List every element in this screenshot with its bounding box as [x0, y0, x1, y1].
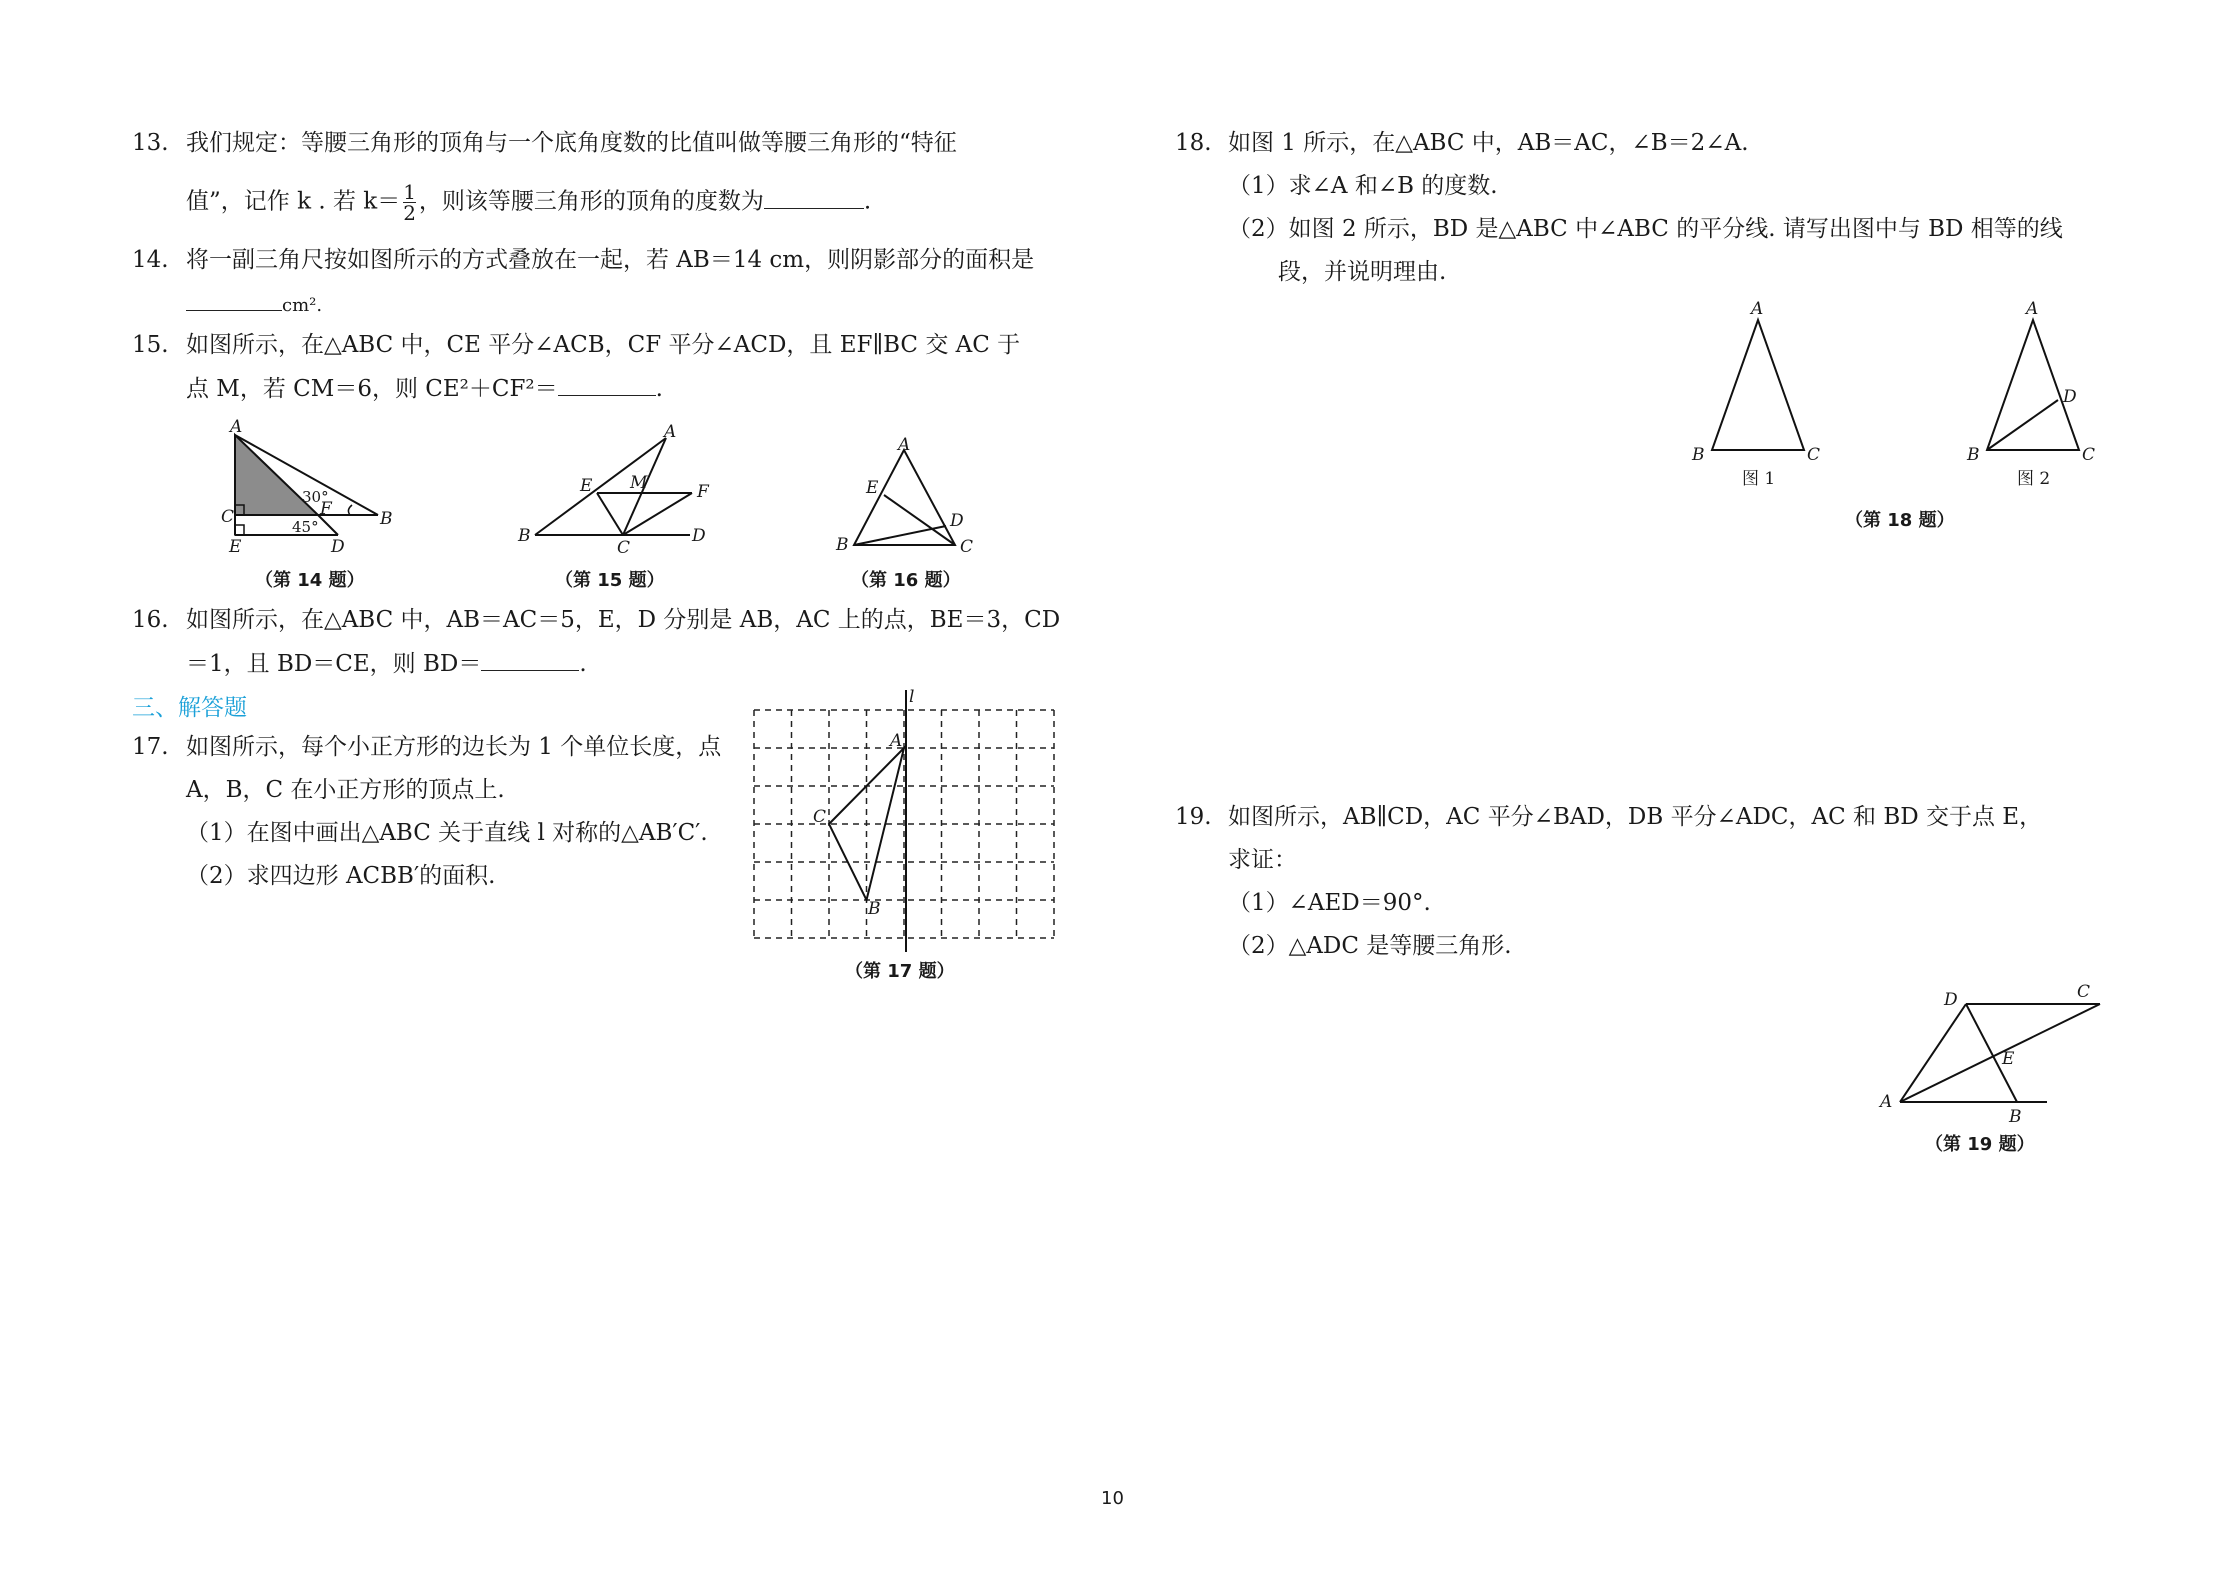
- fig17-label-A: A: [890, 731, 903, 751]
- fig17-label-l: l: [909, 687, 915, 707]
- q19-part1: （1）∠AED＝90°.: [1228, 890, 1431, 916]
- q15-line2a: 点 M，若 CM＝6，则 CE²＋CF²＝: [186, 376, 558, 402]
- q14-line2: [186, 288, 322, 321]
- q13-line1: 我们规定：等腰三角形的顶角与一个底角度数的比值叫做等腰三角形的“特征: [186, 130, 957, 156]
- fig14-label-C: C: [221, 507, 235, 527]
- q15-line2b: .: [655, 376, 663, 402]
- q18-part2b: 段，并说明理由.: [1278, 259, 1447, 285]
- fig18-fig1-label-A: A: [1751, 299, 1764, 319]
- fig19-label-B: B: [2009, 1107, 2022, 1127]
- q13-answer-blank[interactable]: [764, 186, 864, 209]
- q16-line2a: ＝1，且 BD＝CE，则 BD＝: [186, 651, 482, 677]
- fig16-label-C: C: [960, 537, 974, 557]
- q16-line1: 如图所示，在△ABC 中，AB＝AC＝5，E，D 分别是 AB，AC 上的点，BE＝3，CD: [186, 607, 1061, 633]
- q19-line1: 如图所示，AB∥CD，AC 平分∠BAD，DB 平分∠ADC，AC 和 BD 交于点 E，: [1228, 804, 2043, 830]
- fig19-label-C: C: [2077, 982, 2091, 1002]
- fig16-label-E: E: [866, 478, 879, 498]
- fig17-label-C: C: [813, 807, 827, 827]
- fig14-label-B: B: [380, 509, 393, 529]
- fig14-label-F: F: [320, 499, 332, 519]
- fig18-fig1-name: 图 1: [1742, 469, 1776, 489]
- q14-unit: cm².: [282, 295, 323, 316]
- fig15-label-C: C: [617, 538, 631, 558]
- q13-line2b: ，则该等腰三角形的顶角的度数为: [418, 188, 764, 215]
- fig18-fig2-label-A: A: [2026, 299, 2039, 319]
- figure-16: [830, 430, 974, 557]
- fig19-label-A: A: [1880, 1092, 1893, 1112]
- fig19-label-E: E: [2002, 1049, 2015, 1069]
- q13-fraction: [403, 182, 416, 223]
- fig19-caption: （第 19 题）: [1925, 1134, 2035, 1155]
- figure-19: [1870, 980, 2110, 1127]
- q18-line1: 如图 1 所示，在△ABC 中，AB＝AC，∠B＝2∠A.: [1228, 130, 1749, 156]
- fig15-line-CE: [597, 493, 623, 535]
- fig18-fig2-name: 图 2: [2017, 469, 2051, 489]
- fig15-label-M: M: [630, 473, 648, 493]
- fig18-fig2-label-D: D: [2063, 387, 2077, 407]
- q19-line2: 求证：: [1228, 847, 1297, 873]
- fig18-fig1-label-C: C: [1807, 445, 1821, 465]
- q13-frac-den: 2: [403, 201, 416, 225]
- q15-number: 15.: [132, 332, 169, 358]
- fig18-fig2-label-C: C: [2082, 445, 2096, 465]
- page-number: 10: [1101, 1488, 1124, 1509]
- q16-line2: [186, 648, 587, 679]
- q17-part1: （1）在图中画出△ABC 关于直线 l 对称的△AB′C′.: [186, 820, 708, 846]
- fig19-label-D: D: [1944, 990, 1958, 1010]
- fig14-label-D: D: [331, 537, 345, 557]
- fig15-label-A: A: [664, 422, 677, 442]
- fig15-label-B: B: [518, 526, 531, 546]
- fig18-caption: （第 18 题）: [1845, 510, 1955, 531]
- q17-line1: 如图所示，每个小正方形的边长为 1 个单位长度，点: [186, 734, 722, 760]
- fig17-caption: （第 17 题）: [845, 961, 955, 982]
- fig14-angle-45: 45°: [292, 518, 319, 536]
- fig16-label-A: A: [898, 435, 911, 455]
- figure-15: [515, 422, 715, 558]
- fig18-fig1-label-B: B: [1692, 445, 1705, 465]
- figure-17: [748, 685, 1058, 945]
- fig15-label-E: E: [580, 476, 593, 496]
- fig15-label-D: D: [692, 526, 706, 546]
- q15-line2: [186, 373, 663, 404]
- q14-answer-blank[interactable]: [186, 288, 282, 311]
- q16-answer-blank[interactable]: [481, 648, 579, 671]
- fig14-caption: （第 14 题）: [255, 570, 365, 591]
- q13-line2a: 值”，记作 k . 若 k＝: [186, 188, 401, 215]
- fig19-line-AC: [1900, 1004, 2100, 1102]
- q17-line2: A，B，C 在小正方形的顶点上.: [186, 777, 505, 803]
- figure-14: [215, 417, 393, 557]
- q16-number: 16.: [132, 607, 169, 633]
- q13-number: 13.: [132, 130, 169, 156]
- fig14-label-E: E: [229, 537, 242, 557]
- q17-part2: （2）求四边形 ACBB′的面积.: [186, 863, 496, 889]
- q13-frac-num: 1: [403, 180, 416, 204]
- fig19-line-AD: [1900, 1004, 1966, 1102]
- fig18-fig2-triangle: [1987, 320, 2079, 450]
- q18-number: 18.: [1175, 130, 1212, 156]
- q18-part1: （1）求∠A 和∠B 的度数.: [1228, 173, 1498, 199]
- fig18-fig2-label-B: B: [1967, 445, 1980, 465]
- fig16-label-D: D: [950, 511, 964, 531]
- fig18-fig2-line-BD: [1987, 400, 2058, 450]
- q14-line1: 将一副三角尺按如图所示的方式叠放在一起，若 AB＝14 cm，则阴影部分的面积是: [186, 247, 1035, 273]
- q19-part2: （2）△ADC 是等腰三角形.: [1228, 933, 1512, 959]
- fig14-right-angle-E: [235, 525, 244, 535]
- q15-answer-blank[interactable]: [558, 373, 656, 396]
- q13-line2c: .: [863, 188, 872, 215]
- q17-number: 17.: [132, 734, 169, 760]
- figure-18: [1680, 295, 2096, 495]
- fig17-grid: [754, 710, 1054, 938]
- q14-number: 14.: [132, 247, 169, 273]
- fig14-angle-30: 30°: [302, 488, 329, 506]
- fig15-caption: （第 15 题）: [555, 570, 665, 591]
- fig14-angle-arc: [348, 505, 352, 515]
- section-3-heading: 三、解答题: [132, 695, 247, 721]
- q16-line2b: .: [579, 651, 587, 677]
- fig14-label-A: A: [230, 417, 243, 437]
- q19-number: 19.: [1175, 804, 1212, 830]
- q15-line1: 如图所示，在△ABC 中，CE 平分∠ACB，CF 平分∠ACD，且 EF∥BC 交 AC 于: [186, 332, 1021, 358]
- q18-part2a: （2）如图 2 所示，BD 是△ABC 中∠ABC 的平分线. 请写出图中与 BD 相等的线: [1228, 216, 2063, 242]
- fig17-label-B: B: [868, 899, 881, 919]
- fig16-caption: （第 16 题）: [851, 570, 961, 591]
- fig18-fig1-triangle: [1712, 320, 1804, 450]
- q13-line2: [186, 182, 871, 223]
- fig16-label-B: B: [836, 535, 849, 555]
- fig15-label-F: F: [697, 482, 709, 502]
